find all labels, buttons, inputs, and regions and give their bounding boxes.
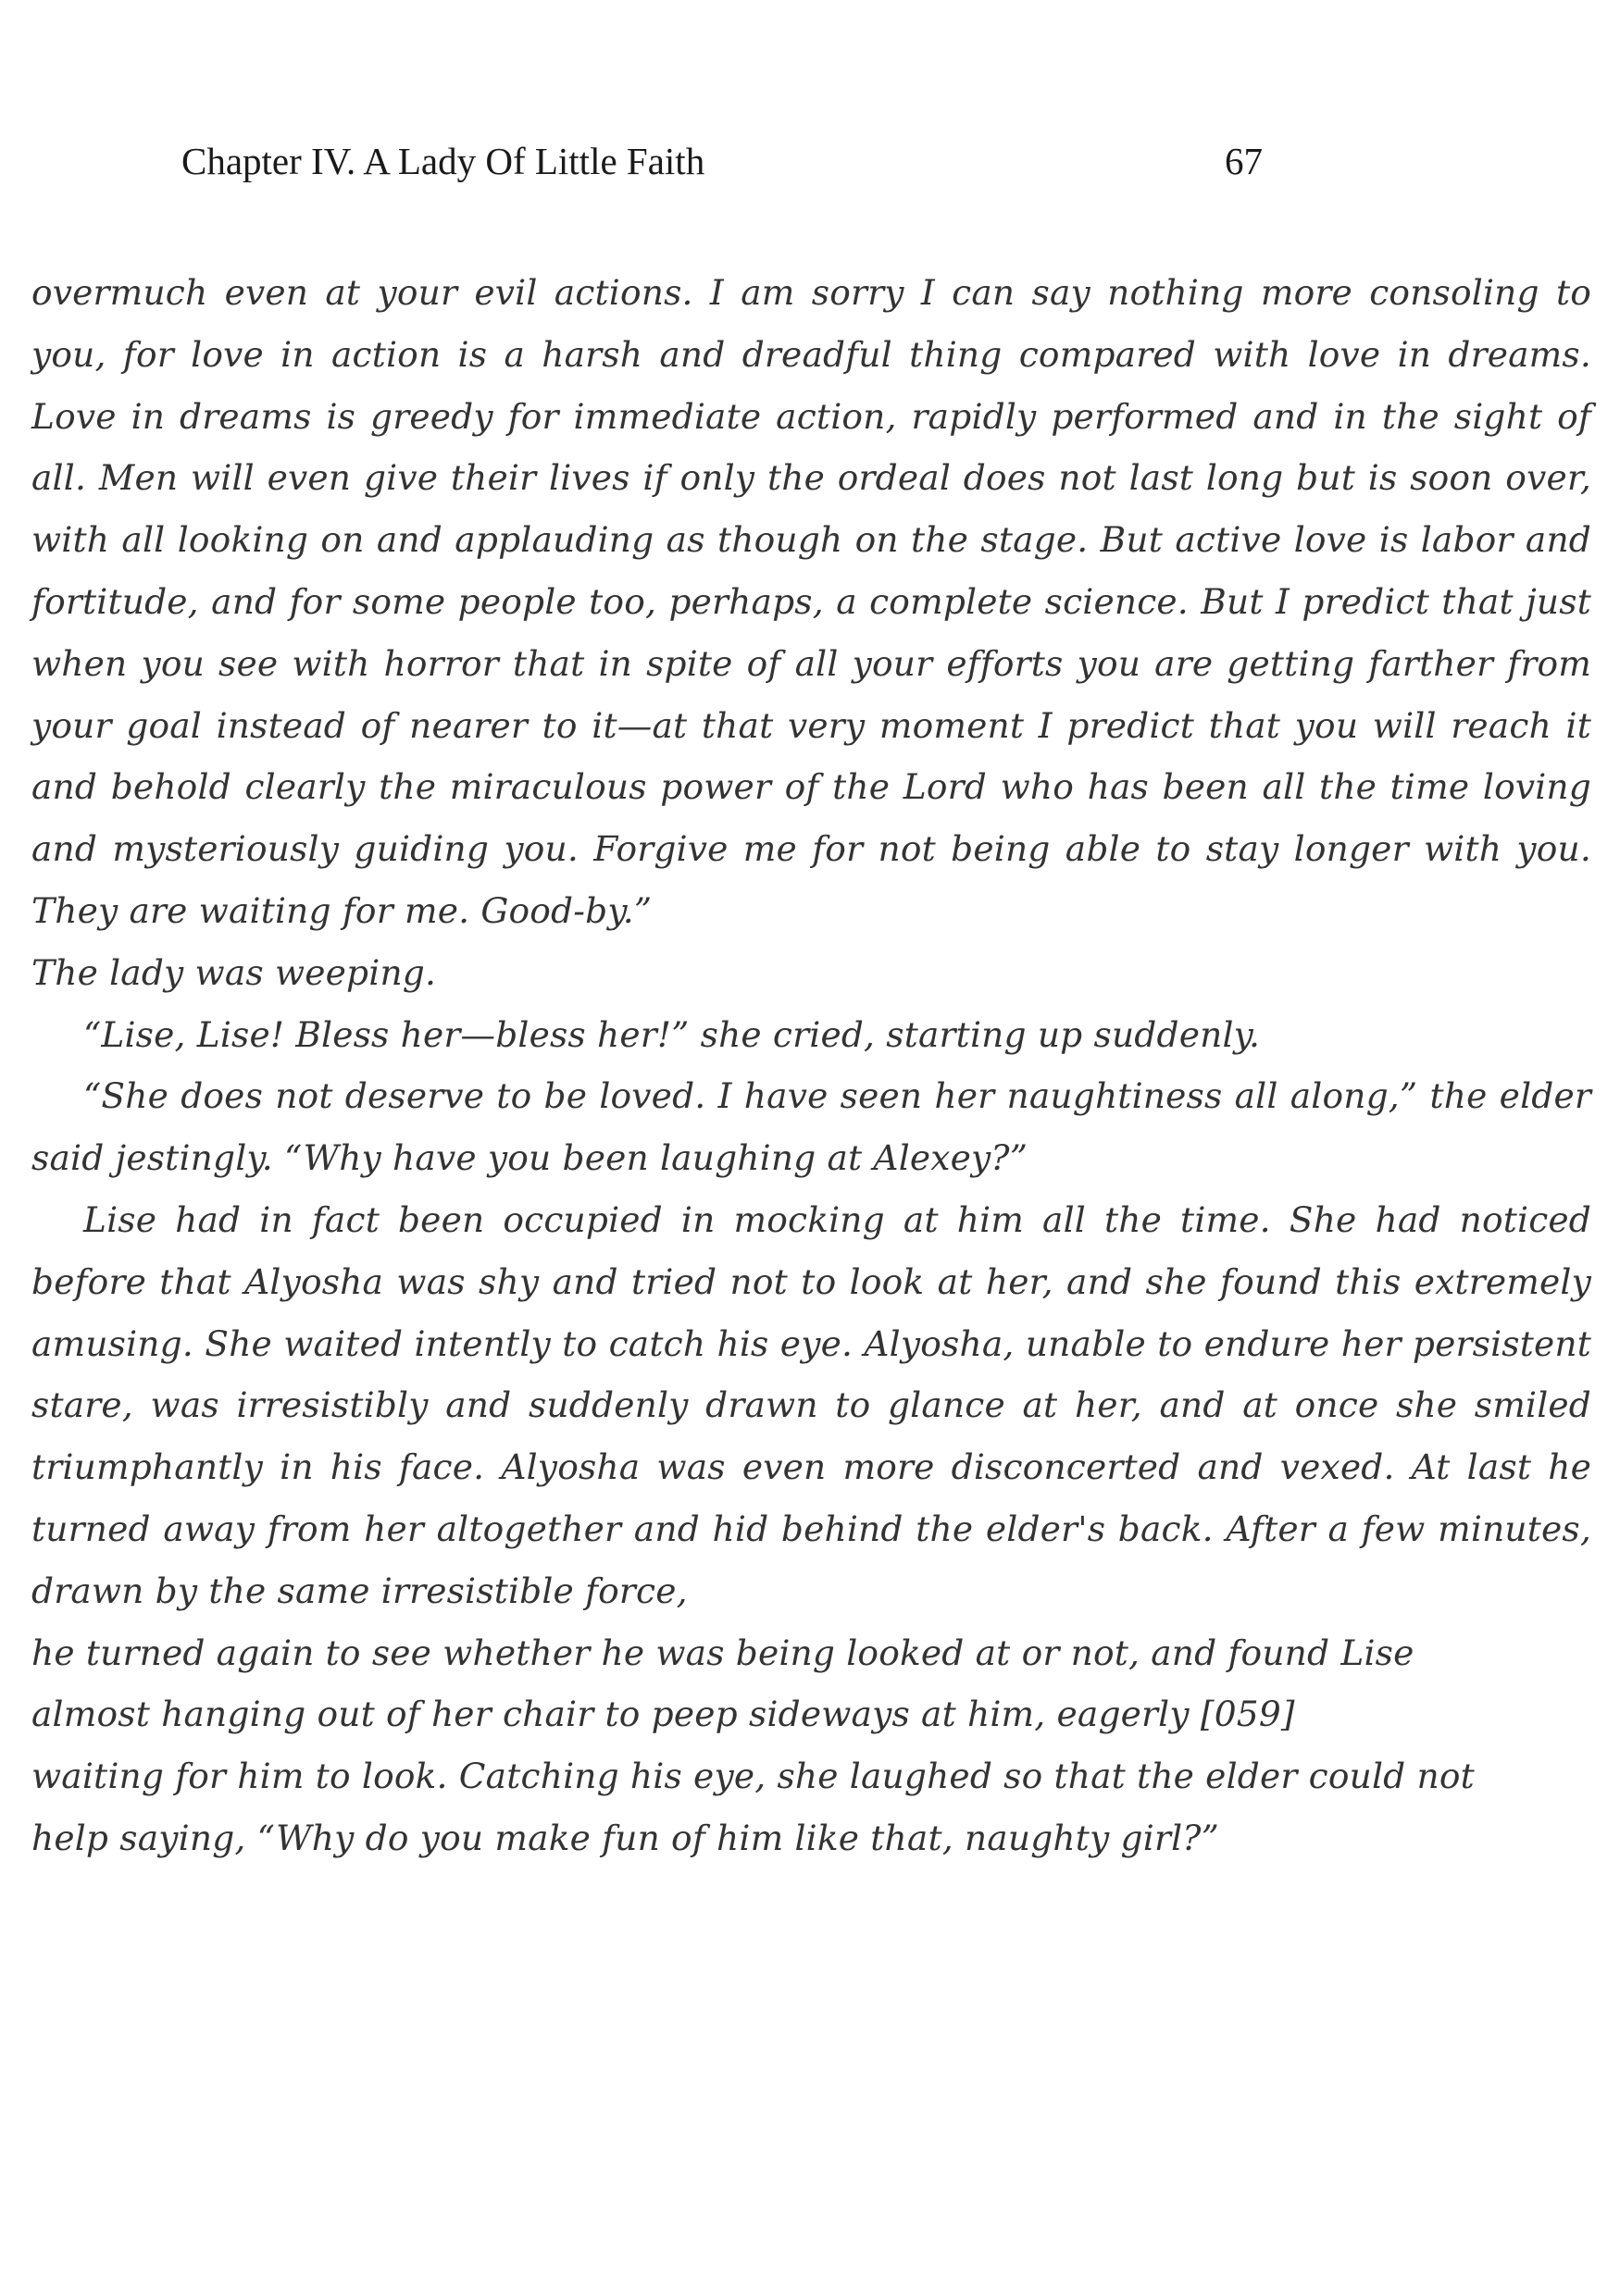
page-number: 67 xyxy=(1225,140,1263,182)
body-text xyxy=(31,262,1591,1869)
paragraph-continuation xyxy=(31,1622,1591,1869)
paragraph: The lady was weeping. xyxy=(31,951,437,993)
text-line: he turned again to see whether he was being looked at or not, and found Lise xyxy=(31,1632,1414,1673)
paragraph: Lise had in fact been occupied in mocking at him all the time. She had noticed before that Alyosha was shy and tried not to look at her, and she found this extremely amusing. She waited intently to catch his eye. Alyosha, unable to endure her persistent stare, was irresistibly and suddenly drawn to glance at her, and at once she smiled triumphantly in his face. Alyosha was even more disconcerted and vexed. At last he turned away from her altogether and hid behind the elder's back. After a few minutes, drawn by the same irresistible force, xyxy=(31,1198,1591,1611)
text-line: almost hanging out of her chair to peep sideways at him, eagerly [059] xyxy=(31,1694,1295,1735)
text-line: waiting for him to look. Catching his eye, she laughed so that the elder could not xyxy=(31,1756,1475,1797)
paragraph: overmuch even at your evil actions. I am sorry I can say nothing more consoling to you, for love in action is a harsh and dreadful thing compared with love in dreams. Love in dreams is greedy for immediate action, rapidly performed and in the sight of all. Men will even give their lives if only the ordeal does not last long but is soon over, with all looking on and applauding as though on the stage. But active love is labor and fortitude, and for some people too, perhaps, a complete science. But I predict that just when you see with horror that in spite of all your efforts you are getting farther from your goal instead of nearer to it—at that very moment I predict that you will reach it and behold clearly the miraculous power of the Lord who has been all the time loving and mysteriously guiding you. Forgive me for not being able to stay longer with you. They are waiting for me. Good-by.” xyxy=(31,272,1591,931)
chapter-title: Chapter IV. A Lady Of Little Faith xyxy=(181,140,705,182)
text-line: help saying, “Why do you make fun of him like that, naughty girl?” xyxy=(31,1817,1219,1858)
paragraph: “She does not deserve to be loved. I have seen her naughtiness all along,” the elder said jestingly. “Why have you been laughing at Alexey?” xyxy=(31,1075,1591,1179)
paragraph: “Lise, Lise! Bless her—bless her!” she cried, starting up suddenly. xyxy=(83,1013,1261,1055)
running-header xyxy=(181,139,1265,194)
